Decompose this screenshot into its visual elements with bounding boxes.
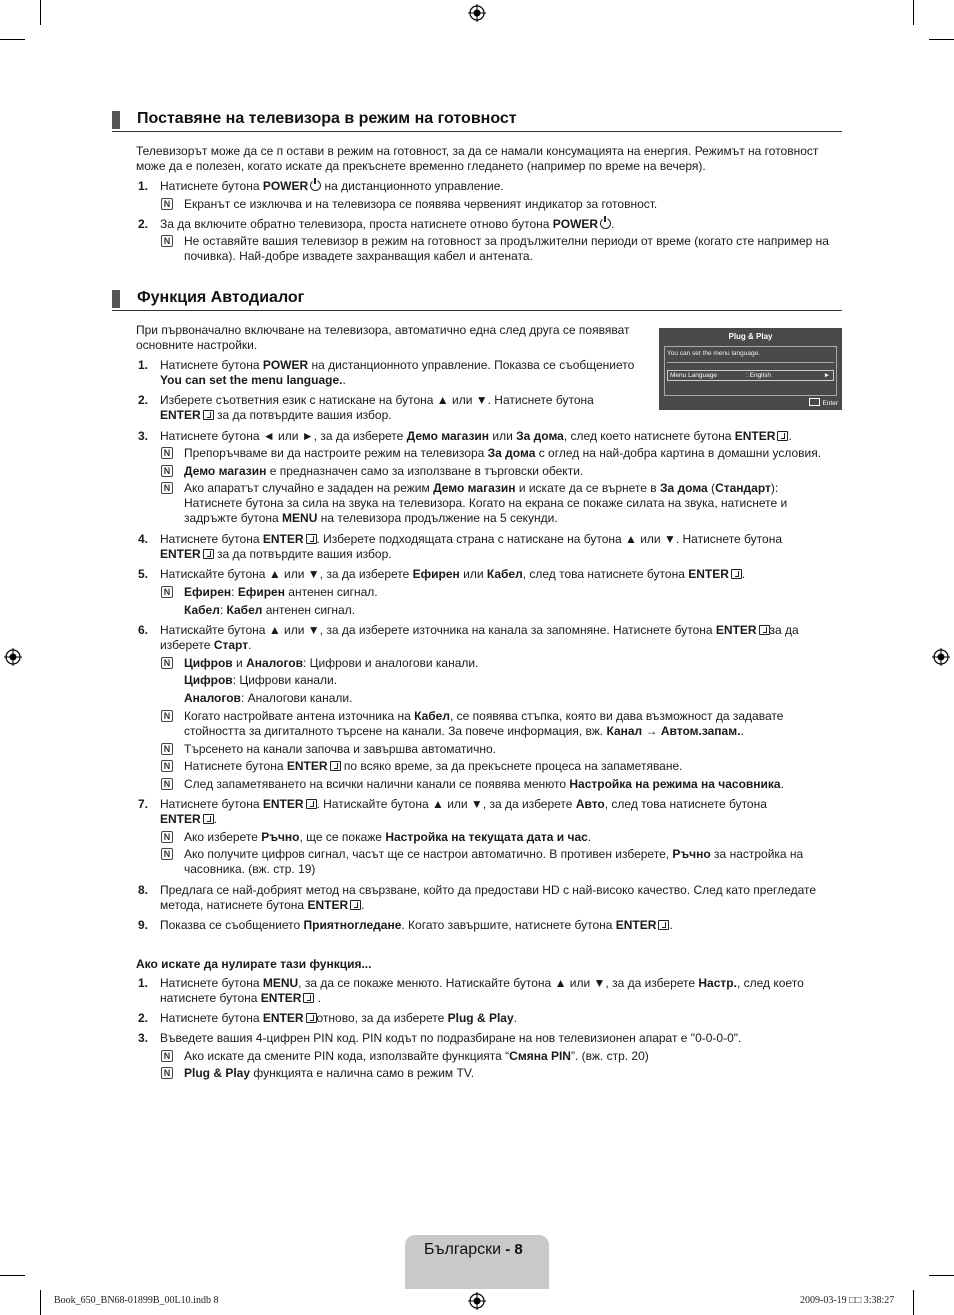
- enter-icon: [777, 431, 788, 441]
- section-heading-standby: [112, 109, 842, 132]
- step-8: Предлага се най-добрият метод на свързване, който да предостави HD с най-високо качество. След като прегледате метода, натиснете бутона ENTER .: [160, 883, 817, 912]
- osd-language-row: [667, 370, 834, 381]
- reset-subheading: Ако искате да нулирате тази функция...: [136, 957, 372, 971]
- page-number-tab: [405, 1235, 549, 1289]
- reset-note-2: Plug & Play функцията е налична само в режим TV.: [184, 1066, 475, 1080]
- note-icon: N: [161, 447, 173, 459]
- heading-bar: [112, 290, 120, 308]
- step-3-note-1: Препоръчваме ви да настроите режим на телевизора За дома с оглед на най-добра картина в домашни условия.: [184, 446, 822, 460]
- enter-icon: [203, 549, 214, 559]
- crop-mark: [929, 39, 954, 40]
- step-7-note-1: Ако изберете Ръчно, ще се покаже Настройка на текущата дата и час.: [184, 830, 592, 844]
- step-6-note-1: Цифров и Аналогов: Цифрови и аналогови канали.: [184, 656, 479, 670]
- note-icon: N: [161, 657, 173, 669]
- registration-mark-icon: [468, 4, 486, 22]
- step-3-note-2: Демо магазин е предназначен само за използване в търговски обекти.: [184, 464, 584, 478]
- arrow-right-icon: ►: [823, 372, 830, 379]
- enter-icon: [350, 900, 361, 910]
- reset-step-1: Натиснете бутона MENU, за да се покаже менюто. Натискайте бутона ▲ или ▼, за да изберете Настр., след което натиснете бутона ENTER .: [160, 976, 804, 1005]
- osd-message: You can set the menu language.: [667, 350, 760, 357]
- note-icon: N: [161, 848, 173, 860]
- enter-icon: [759, 625, 770, 635]
- step-1: Натиснете бутона POWER на дистанционното управление. Показва се съобщението You can set the menu language..: [160, 358, 635, 387]
- note-icon: N: [161, 710, 173, 722]
- step-7-note-2: Ако получите цифров сигнал, часът ще се настрои автоматично. В противен изберете, Ръчно за настройка на часовника. (вж. стр. 19): [184, 847, 804, 876]
- enter-icon: [203, 410, 214, 420]
- step-7: Натиснете бутона ENTER . Натискайте бутона ▲ или ▼, за да изберете Авто, след това натиснете бутона ENTER .: [160, 797, 767, 826]
- note-icon: N: [161, 482, 173, 494]
- step-9: Показва се съобщението Приятногледане. Когато завършите, натиснете бутона ENTER .: [160, 918, 673, 932]
- step-4: Натиснете бутона ENTER . Изберете подходящата страна с натискане на бутона ▲ или ▼. Натиснете бутона ENTER за да потвърдите вашия избор.: [160, 532, 783, 561]
- step-number: 3.: [138, 429, 149, 443]
- osd-divider: [667, 362, 834, 363]
- note-icon: N: [161, 198, 173, 210]
- note-icon: N: [161, 1067, 173, 1079]
- osd-row-label: Menu Language: [670, 372, 717, 379]
- crop-mark: [0, 1275, 25, 1276]
- note-icon: N: [161, 778, 173, 790]
- step-number: 5.: [138, 567, 149, 581]
- note-icon: N: [161, 760, 173, 772]
- standby-note-2: Не оставяйте вашия телевизор в режим на готовност за продължителни периоди от време (когато сте например на почивка). Най-добре извадете захранващия кабел и антената.: [184, 234, 829, 263]
- step-number: 2.: [138, 217, 149, 231]
- enter-icon: [731, 569, 742, 579]
- heading-bar: [112, 111, 120, 129]
- reset-note-1: Ако искате да смените PIN кода, използвайте функцията “Смяна PIN”. (вж. стр. 20): [184, 1049, 649, 1063]
- note-icon: N: [161, 1050, 173, 1062]
- crop-mark: [40, 0, 41, 25]
- step-number: 7.: [138, 797, 149, 811]
- standby-step-2: За да включите обратно телевизора, проста натиснете отново бутона POWER .: [160, 217, 615, 231]
- osd-footer: Enter: [809, 398, 838, 407]
- step-6-note-5: Търсенето на канали започва и завършва автоматично.: [184, 742, 496, 756]
- crop-mark: [929, 1275, 954, 1276]
- step-number: 9.: [138, 918, 149, 932]
- step-6: Натискайте бутона ▲ или ▼, за да изберете източника на канала за запомняне. Натиснете бутона ENTER за да изберете Старт.: [160, 623, 799, 652]
- reset-step-3: Въведете вашия 4-цифрен PIN код. PIN кодът по подразбиране на нов телевизионен апарат е "0-0-0-0".: [160, 1031, 742, 1045]
- step-number: 1.: [138, 179, 149, 193]
- step-6-note-6: Натиснете бутона ENTER по всяко време, за да прекъснете процеса на запаметяване.: [184, 759, 683, 773]
- osd-panel: [664, 346, 837, 396]
- plug-and-play-osd: [659, 328, 842, 410]
- step-5-note-2: Кабел: Кабел антенен сигнал.: [184, 603, 356, 617]
- step-5: Натискайте бутона ▲ или ▼, за да изберете Ефирен или Кабел, след това натиснете бутона ENTER .: [160, 567, 746, 581]
- enter-icon: [306, 799, 317, 809]
- autodialog-intro: При първоначално включване на телевизора, автоматично една след друга се появяват основните настройки.: [136, 323, 630, 352]
- note-icon: N: [161, 235, 173, 247]
- note-icon: N: [161, 586, 173, 598]
- standby-step-1: Натиснете бутона POWER на дистанционното управление.: [160, 179, 504, 193]
- osd-row-value: : English: [746, 372, 771, 379]
- osd-title: Plug & Play: [728, 332, 773, 341]
- step-3: Натиснете бутона ◄ или ►, за да изберете Демо магазин или За дома, след което натиснете бутона ENTER .: [160, 429, 792, 443]
- heading-text: Поставяне на телевизора в режим на готовност: [137, 110, 517, 127]
- heading-text: Функция Автодиалог: [137, 289, 305, 306]
- enter-icon: [330, 761, 341, 771]
- enter-icon: [809, 398, 820, 406]
- enter-icon: [203, 814, 214, 824]
- crop-mark: [913, 1290, 914, 1315]
- section-heading-autodialog: [112, 288, 842, 311]
- note-icon: N: [161, 831, 173, 843]
- enter-icon: [306, 1013, 317, 1023]
- power-icon: [600, 218, 611, 229]
- step-number: 1.: [138, 358, 149, 372]
- step-6-note-4: Когато настройвате антена източника на Кабел, се появява стъпка, която ви дава възможност да задавате стойността за дигиталното търсене на канали. За повече информация, вж. Канал → Автом.запам..: [184, 709, 784, 738]
- registration-mark-icon: [932, 648, 950, 666]
- step-number: 8.: [138, 883, 149, 897]
- note-icon: N: [161, 465, 173, 477]
- step-6-note-2: Цифров: Цифрови канали.: [184, 673, 338, 687]
- step-5-note-1: Ефирен: Ефирен антенен сигнал.: [184, 585, 378, 599]
- step-number: 2.: [138, 1011, 149, 1025]
- step-6-note-7: След запаметяването на всички налични канали се появява менюто Настройка на режима на часовника.: [184, 777, 784, 791]
- crop-mark: [40, 1290, 41, 1315]
- print-footer-right: 2009-03-19 □□ 3:38:27: [800, 1295, 895, 1306]
- enter-icon: [306, 534, 317, 544]
- step-3-note-3: Ако апаратът случайно е зададен на режим Демо магазин и искате да се върнете в За дома (Стандарт): Натиснете бутона за сила на звука на телевизора. Когато на екрана се покаже силата на звука, натиснете и задръжте бутона MENU на телевизора продължение на 5 секунди.: [184, 481, 788, 525]
- step-number: 3.: [138, 1031, 149, 1045]
- reset-step-2: Натиснете бутона ENTER отново, за да изберете Plug & Play.: [160, 1011, 517, 1025]
- power-icon: [310, 180, 321, 191]
- registration-mark-icon: [4, 648, 22, 666]
- step-number: 4.: [138, 532, 149, 546]
- step-6-note-3: Аналогов: Аналогови канали.: [184, 691, 353, 705]
- standby-intro: Телевизорът може да се п остави в режим на готовност, за да се намали консумацията на енергия. Режимът на готовност може да е полезен, когато искате да прекъснете временно гледането (например по време на вечеря).: [136, 144, 819, 173]
- standby-note-1: Екранът се изключва и на телевизора се появява червеният индикатор за готовност.: [184, 197, 658, 211]
- crop-mark: [0, 39, 25, 40]
- enter-icon: [303, 993, 314, 1003]
- registration-mark-icon: [468, 1292, 486, 1310]
- note-icon: N: [161, 743, 173, 755]
- enter-icon: [658, 920, 669, 930]
- page-number: Български - 8: [424, 1241, 523, 1258]
- step-number: 2.: [138, 393, 149, 407]
- step-number: 1.: [138, 976, 149, 990]
- crop-mark: [913, 0, 914, 25]
- print-footer-left: Book_650_BN68-01899B_00L10.indb 8: [54, 1295, 219, 1306]
- step-2: Изберете съответния език с натискане на бутона ▲ или ▼. Натиснете бутона ENTER за да потвърдите вашия избор.: [160, 393, 594, 422]
- step-number: 6.: [138, 623, 149, 637]
